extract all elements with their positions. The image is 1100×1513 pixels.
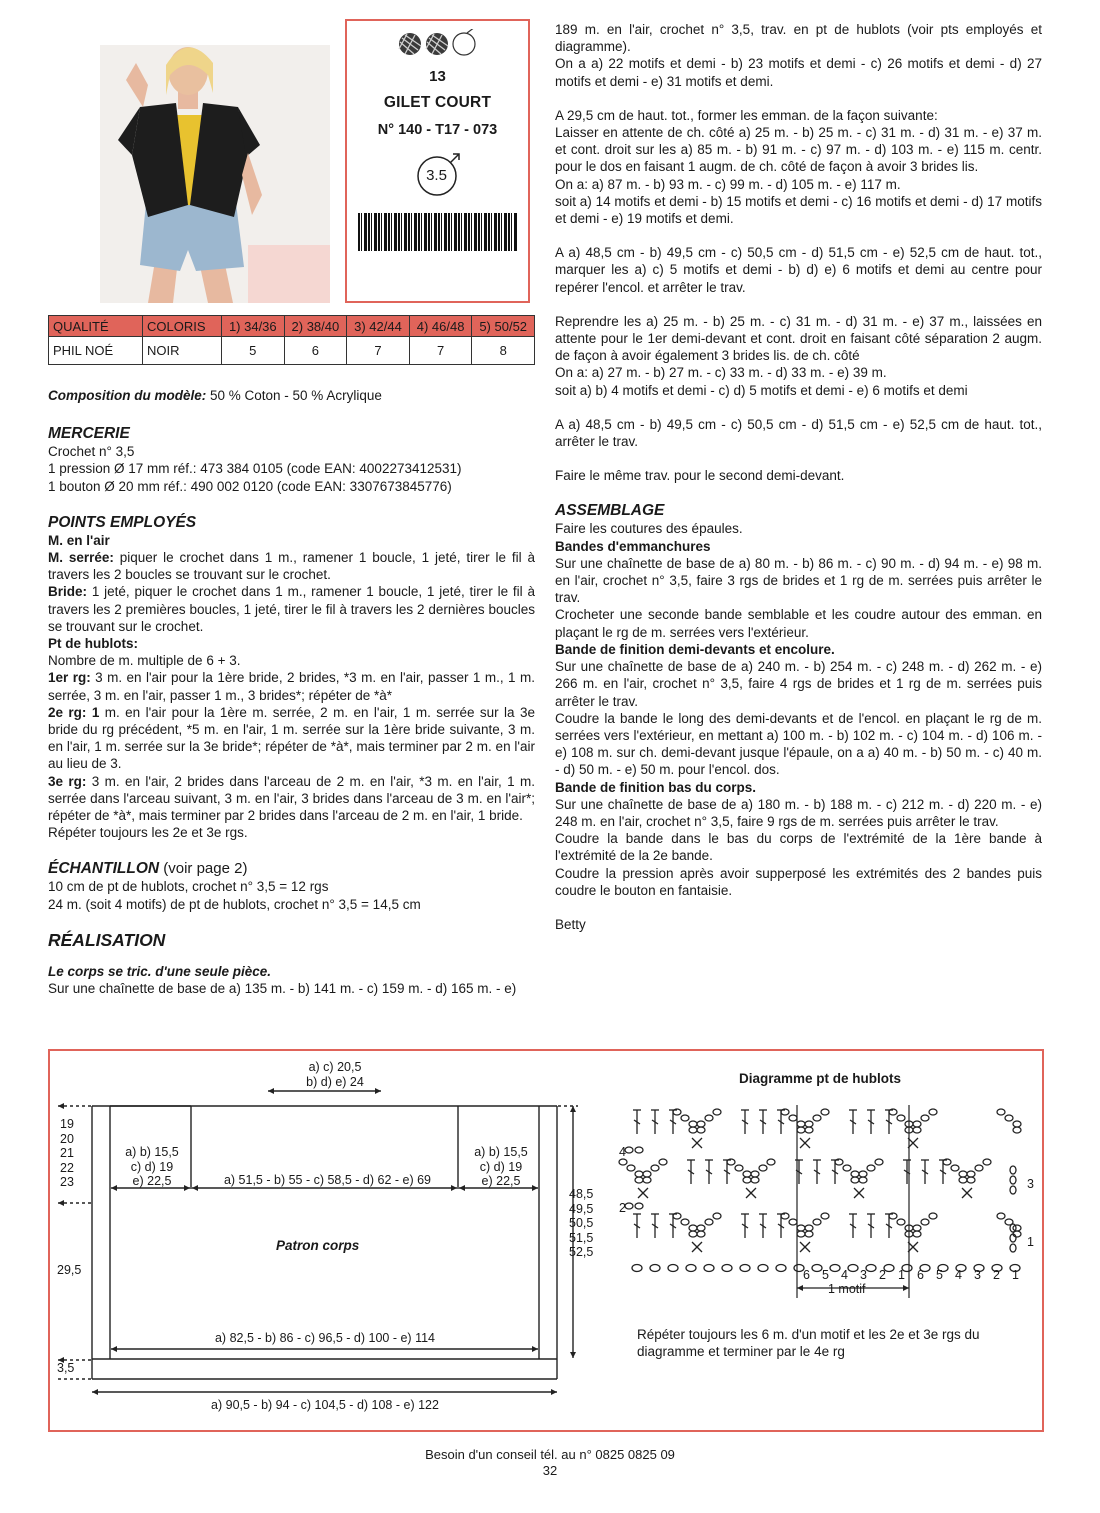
stitch-number: 1: [1012, 1268, 1019, 1282]
table-header: 4) 46/48: [409, 316, 472, 337]
hublots-multiple: Nombre de m. multiple de 6 + 3.: [48, 653, 241, 669]
table-cell: PHIL NOÉ: [49, 337, 143, 365]
table-header: 1) 34/36: [222, 316, 285, 337]
row-count: 23: [60, 1175, 74, 1189]
table-header: 3) 42/44: [347, 316, 410, 337]
subsection-title: Bande de finition bas du corps.: [555, 779, 757, 795]
points-title: POINTS EMPLOYÉS: [48, 513, 197, 531]
paragraph: Coudre la bande le long des demi-devants et de l'encol. en plaçant le rg de m. serrées vers l'extérieur, en mettant a) 100 m. - b) 102 m. - c) 104 m. - d) 106 m. - e) 108 m. sur ch. demi-devant jusque l'épaule, on a a) 40 m. - b) 50 m. - c) 40 m. - d) 50 m. - e) 50 m. pour l'encol. dos.: [555, 710, 1042, 778]
composition-label: Composition du modèle:: [48, 388, 207, 403]
echantillon-line: 10 cm de pt de hublots, crochet n° 3,5 = 12 rgs: [48, 879, 329, 895]
row-label-1: 1: [1027, 1235, 1034, 1249]
echantillon-suffix: (voir page 2): [159, 860, 248, 878]
neck-line: b) d) e) 24: [306, 1074, 364, 1089]
stitch-number: 2: [993, 1268, 1000, 1282]
row-count: 22: [60, 1160, 74, 1175]
table-row: [49, 337, 535, 365]
paragraph: Faire les coutures des épaules.: [555, 521, 743, 537]
yarn-table: [48, 315, 535, 365]
table-header: 2) 38/40: [284, 316, 347, 337]
pattern-reference: N° 140 - T17 - 073: [377, 122, 498, 138]
paragraph: A 29,5 cm de haut. tot., former les emman. de la façon suivante:: [555, 107, 938, 123]
table-header: COLORIS: [143, 316, 222, 337]
model-photo: [48, 45, 330, 303]
stitch-number: 3: [974, 1268, 981, 1282]
model-illustration: [48, 45, 330, 303]
paragraph: Reprendre les a) 25 m. - b) 25 m. - c) 31 m. - d) 31 m. - e) 37 m., laissées en attente pour le 1er demi-devant et cont. droit en faisant côté séparation 2 augm. de façon à avoir également 3 brides lis. de ch. côté: [555, 313, 1042, 364]
body-width-label: a) 82,5 - b) 86 - c) 96,5 - d) 100 - e) 114: [214, 1331, 435, 1345]
m-serree-text: piquer le crochet dans 1 m., ramener 1 boucle, 1 jeté, tirer le fil à travers les 2 boucles se trouvant sur le crochet.: [48, 550, 535, 583]
difficulty-yarn-balls-icon: [393, 29, 483, 59]
armhole-line: c) d) 19: [130, 1159, 174, 1174]
paragraph: Sur une chaînette de base de a) 180 m. - b) 188 m. - c) 212 m. - d) 220 m. - e) 248 m. en l'air, crochet n° 3,5, faire 9 rgs de m. serrées puis arrêter le trav.: [555, 796, 1042, 829]
armhole-line: a) b) 15,5: [125, 1145, 179, 1159]
table-cell: 7: [409, 337, 472, 365]
pattern-card: [345, 19, 530, 303]
paragraph: Coudre la bande dans le bas du corps de l'extrémité de la 1ère bande à l'extrémité de la 2e bande.: [555, 831, 1042, 864]
table-cell: 8: [472, 337, 535, 365]
subsection-title: Bandes d'emmanchures: [555, 538, 711, 554]
rg3-label: 3e rg:: [48, 773, 87, 789]
paragraph: Coudre la pression après avoir supperposé les extrémités des 2 bandes puis coudre le bouton en fantaisie.: [555, 865, 1042, 898]
row-count: 20: [60, 1131, 74, 1146]
table-header: QUALITÉ: [49, 316, 143, 337]
mercerie-line: 1 bouton Ø 20 mm réf.: 490 002 0120 (code EAN: 3307673845776): [48, 478, 452, 494]
repeat-note: Répéter toujours les 2e et 3e rgs.: [48, 825, 248, 841]
row-count: 21: [60, 1146, 74, 1160]
neck-width-label: [265, 1060, 405, 1089]
height-value: 51,5: [569, 1230, 594, 1245]
barcode: [358, 213, 518, 251]
paragraph: soit a) b) 4 motifs et demi - c) d) 5 motifs et demi - e) 6 motifs et demi: [555, 382, 968, 398]
paragraph: Sur une chaînette de base de a) 240 m. - b) 254 m. - c) 248 m. - d) 262 m. - e) 266 m. en l'air, crochet n° 3,5, faire 4 rgs de brides et 1 rg de m. serrées puis arrêter le trav.: [555, 659, 1042, 709]
row-label-4: 4: [619, 1145, 626, 1159]
stitch-number: 5: [822, 1268, 829, 1282]
band-height-label: 3,5: [57, 1361, 75, 1375]
diagram-note: Répéter toujours les 6 m. d'un motif et les 2e et 3e rgs du diagramme et terminer par le 4e rg: [637, 1327, 980, 1359]
paragraph: On a: a) 27 m. - b) 27 m. - c) 33 m. - d) 33 m. - e) 39 m.: [555, 365, 887, 381]
assemblage-title: ASSEMBLAGE: [555, 502, 665, 520]
stitch-number: 6: [803, 1268, 810, 1282]
height-value: 50,5: [569, 1216, 594, 1230]
mercerie-line: Crochet n° 3,5: [48, 444, 135, 460]
mercerie-title: MERCERIE: [48, 425, 130, 443]
paragraph: A a) 48,5 cm - b) 49,5 cm - c) 50,5 cm - d) 51,5 cm - e) 52,5 cm de haut. tot., marquer les a) c) 5 motifs et demi - b) d) e) 6 motifs et demi au centre pour repérer l'encol. et arrêter le trav.: [555, 245, 1042, 295]
height-value: 49,5: [569, 1201, 594, 1216]
right-column: [555, 21, 1042, 933]
composition: [48, 387, 535, 404]
pattern-label: Patron corps: [276, 1238, 360, 1253]
armhole-line: e) 22,5: [481, 1174, 521, 1188]
stitch-number: 4: [841, 1268, 848, 1282]
table-cell: 5: [222, 337, 285, 365]
page-number: 32: [542, 1463, 558, 1478]
echantillon-line: 24 m. (soit 4 motifs) de pt de hublots, crochet n° 3,5 = 14,5 cm: [48, 896, 421, 912]
composition-value: 50 % Coton - 50 % Acrylique: [206, 388, 382, 403]
stitch-numbers: [797, 1268, 1027, 1283]
rg1-label: 1er rg:: [48, 670, 91, 686]
table-cell: NOIR: [143, 337, 222, 365]
pattern-title: GILET COURT: [383, 94, 492, 111]
row-label-3: 3: [1027, 1177, 1034, 1191]
realisation-subtitle: Le corps se tric. d'une seule pièce.: [48, 963, 272, 979]
realisation-title: RÉALISATION: [48, 929, 166, 950]
neck-line: a) c) 20,5: [308, 1060, 362, 1074]
mercerie-line: 1 pression Ø 17 mm réf.: 473 384 0105 (code EAN: 4002273412531): [48, 461, 462, 477]
height-value: 52,5: [569, 1245, 594, 1259]
realisation-start: Sur une chaînette de base de a) 135 m. - b) 141 m. - c) 159 m. - d) 165 m. - e): [48, 981, 517, 997]
total-width-label: a) 90,5 - b) 94 - c) 104,5 - d) 108 - e) 122: [211, 1398, 439, 1412]
subsection-title: Bande de finition demi-devants et encolure.: [555, 641, 835, 657]
table-cell: 6: [284, 337, 347, 365]
body-height-label: 29,5: [57, 1263, 82, 1277]
help-line: Besoin d'un conseil tél. au n° 0825 0825 09: [425, 1447, 675, 1462]
motif-label: 1 motif: [828, 1282, 866, 1296]
stitch-number: 2: [879, 1268, 886, 1282]
table-header: 5) 50/52: [472, 316, 535, 337]
back-width-label: a) 51,5 - b) 55 - c) 58,5 - d) 62 - e) 69: [223, 1173, 432, 1187]
stitch-number: 6: [917, 1268, 924, 1282]
paragraph: A a) 48,5 cm - b) 49,5 cm - c) 50,5 cm - d) 51,5 cm - e) 52,5 cm de haut. tot., arrêter le trav.: [555, 416, 1042, 450]
stitch-number: 3: [860, 1268, 867, 1282]
stitch-number: 5: [936, 1268, 943, 1282]
height-labels: [569, 1187, 593, 1260]
rg3-text: 3 m. en l'air, 2 brides dans l'arceau de 2 m. en l'air, *3 m. en l'air, 1 m. serrée dans l'arceau suivant, 3 m. en l'air, 3 brides dans l'arceau de 3 m. en l'air*; répéter de *à*, mais terminer par 2 brides dans l'arceau de 2 m. en l'air, 1 bride.: [48, 773, 535, 824]
hublots-label: Pt de hublots:: [48, 636, 138, 652]
armhole-line: a) b) 15,5: [474, 1145, 528, 1159]
height-value: 48,5: [569, 1187, 594, 1201]
stitch-number: 4: [955, 1268, 962, 1282]
left-column: [48, 387, 535, 997]
signature: Betty: [555, 916, 586, 932]
paragraph: Sur une chaînette de base de a) 80 m. - b) 86 m. - c) 90 m. - d) 94 m. - e) 98 m. en l'air, crochet n° 3,5, faire 3 rgs de brides et 1 rg de m. serrées puis arrêter le trav.: [555, 555, 1042, 606]
paragraph: Laisser en attente de ch. côté a) 25 m. - b) 25 m. - c) 31 m. - d) 31 m. - e) 37 m. et cont. droit sur les a) 85 m. - b) 91 m. - c) 97 m. - d) 103 m. - e) 115 m. centr. pour le dos en faisant 1 augm. de ch. côté de façon à avoir 3 brides lis.: [555, 125, 1042, 175]
armhole-left-label: [112, 1145, 192, 1189]
paragraph: On a: a) 87 m. - b) 93 m. - c) 99 m. - d) 105 m. - e) 117 m.: [555, 176, 901, 192]
paragraph: Crocheter une seconde bande semblable et les coudre autour des emman. en plaçant le rg de m. serrées vers l'extérieur.: [555, 607, 1042, 640]
row-count: 19: [60, 1117, 74, 1131]
bride-label: Bride:: [48, 584, 88, 600]
hook-size-icon: [415, 152, 461, 198]
echantillon-title: ÉCHANTILLON: [48, 860, 160, 878]
m-air-label: M. en l'air: [48, 532, 110, 548]
stitch-diagram-title: Diagramme pt de hublots: [738, 1071, 902, 1086]
rg2-label: 2e rg: 1: [48, 704, 100, 720]
paragraph: On a a) 22 motifs et demi - b) 23 motifs et demi - c) 26 motifs et demi - d) 27 motifs et demi - e) 31 motifs et demi.: [555, 56, 1042, 89]
paragraph: Faire le même trav. pour le second demi-devant.: [555, 468, 845, 484]
paragraph: soit a) 14 motifs et demi - b) 15 motifs et demi - c) 16 motifs et demi - d) 17 motifs et demi - e) 19 motifs et demi.: [555, 193, 1042, 227]
stitch-number: 1: [898, 1268, 905, 1282]
hook-size: 3.5: [426, 167, 447, 184]
paragraph: 189 m. en l'air, crochet n° 3,5, trav. en pt de hublots (voir pts employés et diagramme).: [555, 22, 1042, 55]
armhole-right-label: [461, 1145, 541, 1189]
armhole-line: c) d) 19: [479, 1159, 523, 1174]
armhole-line: e) 22,5: [132, 1174, 172, 1188]
rg2-text: m. en l'air pour la 1ère m. serrée, 2 m. en l'air, 1 m. serrée sur la 3e bride du rg précédent, *5 m. en l'air, 1 m. serrée sur la 1ère bride suivante, 3 m. en l'air, 1 m. serrée sur la 3e bride*; répéter de *à*, mais terminer par 2 m. en l'air au lieu de 3.: [48, 704, 535, 772]
row-label-2: 2: [619, 1201, 626, 1215]
row-count-labels: [60, 1117, 74, 1190]
table-cell: 7: [347, 337, 410, 365]
bride-text: 1 jeté, piquer le crochet dans 1 m., ramener 1 boucle, 1 jeté, tirer le fil à travers les 2 premières boucles, 1 jeté, tirer le fil à travers les 2 dernières boucles se trouvant sur le crochet.: [48, 584, 535, 634]
pattern-number: 13: [429, 68, 446, 85]
m-serree-label: M. serrée:: [48, 550, 114, 566]
rg1-text: 3 m. en l'air pour la 1ère bride, 2 brides, *3 m. en l'air, passer 1 m., 1 m. serrée, 3 m. en l'air, passer 1 m., 3 brides*; répéter de *à*: [48, 670, 535, 703]
